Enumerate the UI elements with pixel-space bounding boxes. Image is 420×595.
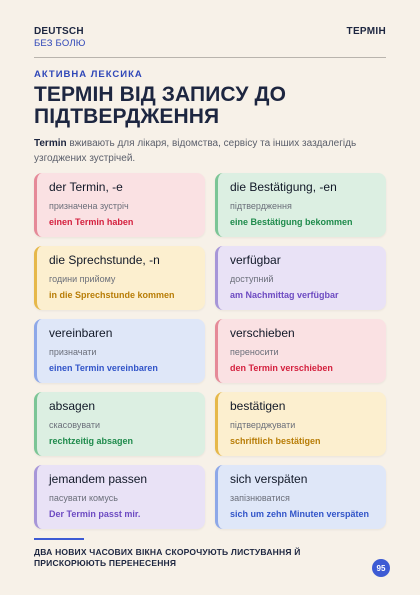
vocab-translation: пасувати комусь — [49, 493, 118, 503]
vocab-translation: переносити — [230, 347, 279, 357]
section-label: АКТИВНА ЛЕКСИКА — [34, 69, 143, 80]
vocab-term: die Bestätigung, -en — [230, 180, 337, 194]
vocab-card — [215, 173, 386, 237]
vocab-example: den Termin verschieben — [230, 363, 333, 373]
vocab-translation: скасовувати — [49, 420, 100, 430]
vocab-example: in die Sprechstunde kommen — [49, 290, 175, 300]
vocab-translation: підтвердження — [230, 201, 292, 211]
vocab-card — [34, 173, 205, 237]
vocab-term: die Sprechstunde, -n — [49, 253, 160, 267]
vocab-term: sich verspäten — [230, 472, 308, 486]
page-title: ТЕРМІН ВІД ЗАПИСУ ДО ПІДТВЕРДЖЕННЯ — [34, 83, 287, 128]
vocab-translation: підтверджувати — [230, 420, 296, 430]
vocab-term: verschieben — [230, 326, 295, 340]
footer-divider — [34, 538, 84, 540]
intro-keyword: Termin — [34, 138, 67, 149]
vocab-card — [215, 246, 386, 310]
vocab-term: verfügbar — [230, 253, 281, 267]
vocab-example: eine Bestätigung bekommen — [230, 217, 353, 227]
brand-title: DEUTSCH — [34, 26, 84, 37]
vocab-term: bestätigen — [230, 399, 286, 413]
vocab-card — [34, 246, 205, 310]
vocab-example: einen Termin haben — [49, 217, 134, 227]
vocab-example: am Nachmittag verfügbar — [230, 290, 339, 300]
intro-text — [34, 136, 384, 166]
vocab-example: rechtzeitig absagen — [49, 436, 134, 446]
vocabulary-grid — [34, 173, 386, 529]
vocab-example: Der Termin passt mir. — [49, 509, 141, 519]
vocab-card — [215, 392, 386, 456]
topic-label: ТЕРМІН — [346, 26, 386, 37]
page-number-badge: 95 — [372, 559, 390, 577]
vocab-card — [215, 319, 386, 383]
vocab-example: einen Termin vereinbaren — [49, 363, 158, 373]
footer-summary: ДВА НОВИХ ЧАСОВИХ ВІКНА СКОРОЧУЮТЬ ЛИСТУВАННЯ Й ПРИСКОРЮЮТЬ ПЕРЕНЕСЕННЯ — [34, 547, 301, 568]
vocab-card — [34, 319, 205, 383]
intro-body: вживають для лікаря, відомства, сервісу та інших заздалегідь узгоджених зустрічей. — [34, 138, 357, 164]
vocab-translation: години прийому — [49, 274, 116, 284]
brand-subtitle: БЕЗ БОЛЮ — [34, 38, 86, 49]
vocab-term: der Termin, -e — [49, 180, 123, 194]
vocab-example: schriftlich bestätigen — [230, 436, 321, 446]
vocab-card — [34, 392, 205, 456]
vocab-translation: запізнюватися — [230, 493, 290, 503]
vocab-translation: призначати — [49, 347, 97, 357]
vocab-translation: призначена зустріч — [49, 201, 129, 211]
vocab-translation: доступний — [230, 274, 274, 284]
vocab-card — [34, 465, 205, 529]
vocab-term: vereinbaren — [49, 326, 113, 340]
page-header — [34, 26, 386, 58]
vocab-term: jemandem passen — [49, 472, 148, 486]
vocab-term: absagen — [49, 399, 96, 413]
vocab-card — [215, 465, 386, 529]
vocab-example: sich um zehn Minuten verspäten — [230, 509, 370, 519]
